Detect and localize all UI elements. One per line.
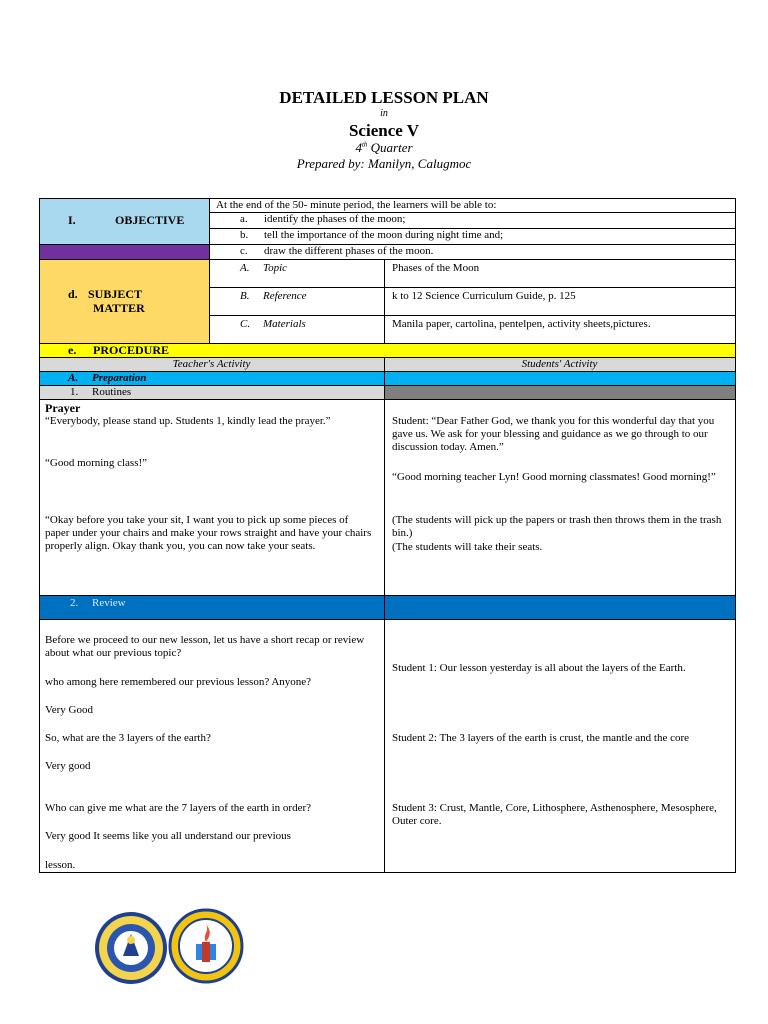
subject-row-value: k to 12 Science Curriculum Guide, p. 125 (392, 290, 576, 302)
preparation-number: A. (68, 372, 79, 384)
objective-intro: At the end of the 50- minute period, the learners will be able to: (216, 199, 497, 211)
subject-row-value: Manila paper, cartolina, pentelpen, activity sheets,pictures. (392, 318, 651, 330)
review-teacher-text: Who can give me what are the 7 layers of the earth in order? (45, 802, 312, 814)
preparation-label: Preparation (92, 372, 147, 384)
subject-matter-label: MATTER (93, 301, 145, 315)
teacher-activity-text: “Okay before you take your sit, I want you to pick up some pieces of paper under your chairs and make your rows straight and have your chairs properly align. Okay thank you, you can now take your seats. (45, 514, 372, 552)
objective-item: identify the phases of the moon; (264, 213, 406, 225)
subject-row-key: B. (240, 290, 250, 302)
quarter-label: 4th Quarter (355, 140, 413, 155)
prepared-by: Prepared by: Manilyn, Calugmoc (296, 156, 472, 171)
objective-item: draw the different phases of the moon. (264, 245, 434, 257)
subject-row-name: Materials (263, 318, 306, 330)
subject-row-key: C. (240, 318, 251, 330)
review-teacher-text: Very Good (45, 704, 93, 716)
objective-item-letter: a. (240, 213, 248, 225)
subject-title: Science V (348, 121, 420, 140)
student-activity-text: (The students will take their seats. (392, 541, 543, 553)
student-activity-header: Students' Activity (521, 358, 598, 370)
review-teacher-text: So, what are the 3 layers of the earth? (45, 732, 211, 744)
review-teacher-text: lesson. (45, 859, 76, 871)
review-label: Review (92, 597, 126, 609)
procedure-number: e. (68, 343, 77, 357)
teacher-activity-header: Teacher's Activity (172, 358, 251, 370)
student-activity-text: “Good morning teacher Lyn! Good morning classmates! Good morning!” (392, 471, 716, 483)
review-teacher-text: Very good (45, 760, 91, 772)
objective-item-letter: b. (240, 229, 249, 241)
document-title: DETAILED LESSON PLAN (279, 88, 489, 107)
routines-number: 1. (70, 386, 79, 398)
subject-matter-number: d. (68, 287, 78, 301)
objective-number: I. (68, 213, 76, 227)
teacher-activity-text: “Good morning class!” (45, 457, 148, 469)
university-seal-icon (93, 910, 169, 986)
subject-row-name: Topic (263, 262, 288, 274)
review-student-text: Student 3: Crust, Mantle, Core, Lithosphere, Asthenosphere, Mesosphere, Outer core. (392, 802, 717, 827)
routines-label: Routines (92, 386, 132, 398)
college-seal-icon (166, 906, 246, 986)
subject-row-value: Phases of the Moon (392, 262, 480, 274)
teacher-activity-text: “Everybody, please stand up. Students 1, kindly lead the prayer.” (45, 415, 331, 427)
review-teacher-text: Very good It seems like you all understand our previous (45, 830, 291, 842)
review-teacher-text: Before we proceed to our new lesson, let us have a short recap or review about what our previous topic? (45, 634, 365, 659)
objective-item-letter: c. (240, 245, 248, 257)
student-activity-text: Student: “Dear Father God, we thank you for this wonderful day that you gave us. We ask for your blessing and guidance as we go through to our discussion today. Amen.” (392, 415, 715, 453)
subject-matter-label: SUBJECT (88, 287, 143, 301)
objective-item: tell the importance of the moon during night time and; (264, 229, 504, 241)
review-student-text: Student 2: The 3 layers of the earth is crust, the mantle and the core (392, 732, 690, 744)
objective-label: OBJECTIVE (115, 213, 185, 227)
student-activity-text: (The students will pick up the papers or trash then throws them in the trash bin.) (392, 514, 722, 539)
title-in: in (380, 108, 388, 119)
review-number: 2. (70, 597, 79, 609)
procedure-label: PROCEDURE (93, 343, 170, 357)
review-student-text: Student 1: Our lesson yesterday is all about the layers of the Earth. (392, 662, 686, 674)
review-teacher-text: who among here remembered our previous lesson? Anyone? (45, 676, 312, 688)
subject-row-key: A. (240, 262, 250, 274)
subject-row-name: Reference (263, 290, 307, 302)
prayer-title: Prayer (45, 401, 81, 415)
